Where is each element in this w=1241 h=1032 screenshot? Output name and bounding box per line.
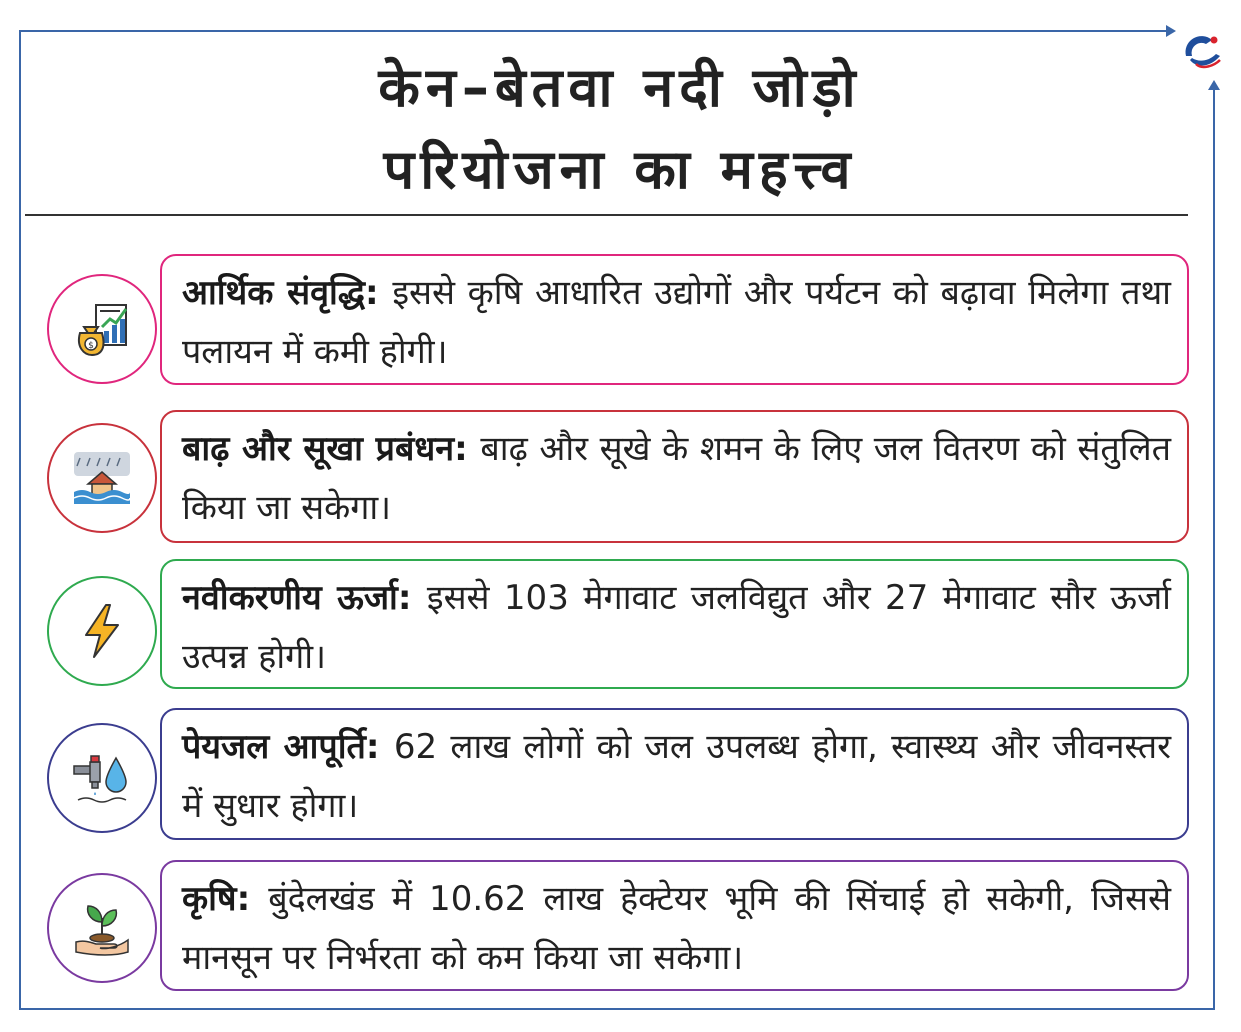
card-text: बुंदेलखंड में 10.62 लाख हेक्टेयर भूमि की सिंचाई हो सकेगी, जिससे मानसून पर निर्भरता को कम किया जा सकेगा।: [182, 879, 1171, 978]
card-text: बाढ़ और सूखे के शमन के लिए जल वितरण को संतुलित किया जा सकेगा।: [182, 429, 1171, 528]
circle-economic-growth: [47, 274, 157, 384]
card-renewable-energy: [160, 559, 1189, 689]
card-drinking-water: [160, 708, 1189, 840]
frame-right-line: [1213, 88, 1215, 1010]
circle-drinking-water: [47, 723, 157, 833]
title-divider: [25, 214, 1188, 216]
water-tap-icon: [70, 746, 134, 810]
plant-hand-icon: [70, 896, 134, 960]
circle-renewable-energy: [47, 576, 157, 686]
lightning-icon: [70, 599, 134, 663]
card-text: इससे 103 मेगावाट जलविद्युत और 27 मेगावाट सौर ऊर्जा उत्पन्न होगी।: [182, 578, 1171, 677]
frame-bottom-line: [19, 1008, 1215, 1010]
card-heading: नवीकरणीय ऊर्जा:: [182, 578, 427, 618]
card-text: इससे कृषि आधारित उद्योगों और पर्यटन को बढ़ावा मिलेगा तथा पलायन में कमी होगी।: [182, 273, 1171, 372]
circle-flood-drought: [47, 423, 157, 533]
svg-text:$: $: [88, 341, 94, 351]
arrow-right-icon: [1166, 25, 1176, 37]
card-agriculture: [160, 860, 1189, 991]
flood-house-icon: [70, 446, 134, 510]
card-heading: बाढ़ और सूखा प्रबंधन:: [182, 429, 481, 469]
card-flood-drought: [160, 410, 1189, 543]
frame-top-line: [19, 30, 1169, 32]
page-title-line-1: केन–बेतवा नदी जोड़ो: [378, 56, 862, 119]
card-heading: पेयजल आपूर्ति:: [182, 727, 394, 767]
card-heading: आर्थिक संवृद्धि:: [182, 273, 393, 313]
card-text: 62 लाख लोगों को जल उपलब्ध होगा, स्वास्थ्य और जीवनस्तर में सुधार होगा।: [182, 727, 1172, 826]
money-growth-icon: [70, 297, 134, 361]
circle-agriculture: [47, 873, 157, 983]
card-economic-growth: [160, 254, 1189, 385]
card-heading: कृषि:: [182, 879, 269, 919]
page-title-line-2: परियोजना का महत्त्व: [383, 138, 857, 201]
